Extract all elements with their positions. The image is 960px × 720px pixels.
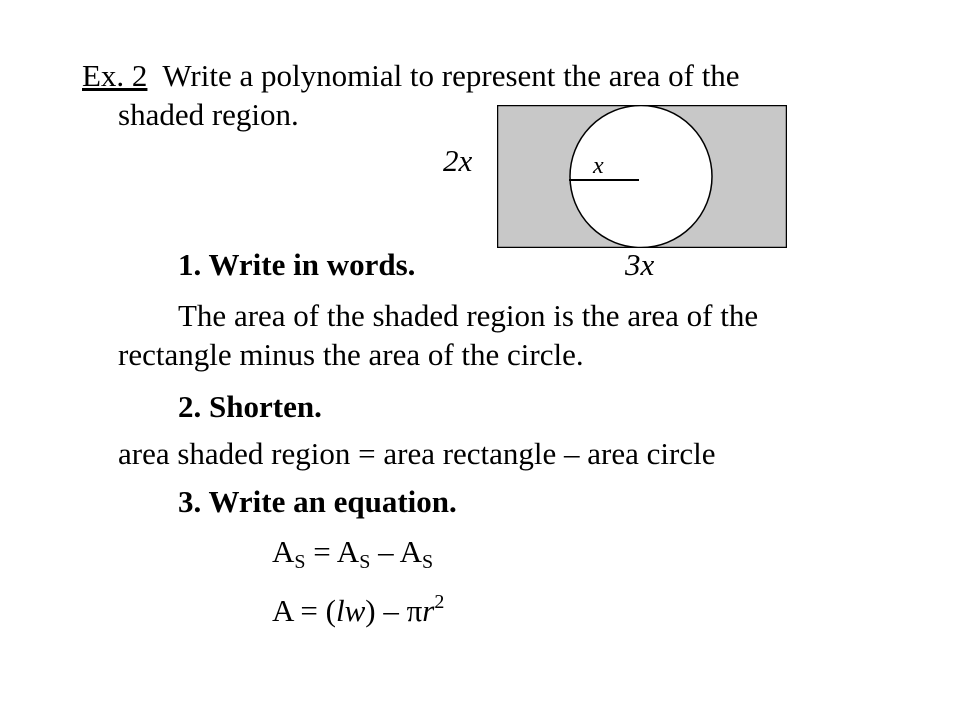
problem-prompt-line-1: Write a polynomial to represent the area of the (162, 58, 740, 93)
step2-text: area shaded region = area rectangle – area circle (118, 436, 716, 471)
eq1-minus: – (370, 534, 400, 569)
eq1-equals: = (305, 534, 337, 569)
eq2-lw: lw (335, 593, 366, 628)
step1-text-line-2: rectangle minus the area of the circle. (118, 337, 584, 372)
eq2-r: r (422, 593, 435, 628)
height-label: 2x (443, 143, 473, 178)
equation-2 (272, 584, 444, 629)
step2-heading: 2. Shorten. (178, 389, 322, 424)
problem-line-2 (118, 97, 299, 133)
step3-heading: 3. Write an equation. (178, 484, 457, 519)
eq1-subscript-2: S (359, 551, 371, 573)
shaded-region-figure (497, 105, 787, 248)
circle (570, 106, 712, 248)
eq1-subscript-1: S (294, 551, 306, 573)
eq1-area-symbol-1: A (272, 534, 295, 569)
width-label: 3x (625, 247, 655, 282)
radius-label: x (593, 153, 604, 179)
step1-text-line-1: The area of the shaded region is the area of the (178, 298, 759, 333)
eq2-lhs: A = ( (272, 593, 336, 628)
eq1-subscript-3: S (422, 551, 434, 573)
eq1-area-symbol-3: A (399, 534, 422, 569)
step1-heading: 1. Write in words. (178, 247, 416, 282)
eq1-area-symbol-2: A (336, 534, 360, 569)
eq2-minus-pi: ) – π (365, 593, 423, 628)
problem-line-1 (82, 58, 740, 94)
eq2-exponent: 2 (434, 591, 445, 613)
equation-1 (272, 534, 433, 580)
example-label: Ex. 2 (82, 58, 148, 93)
problem-prompt-line-2: shaded region. (118, 97, 299, 132)
